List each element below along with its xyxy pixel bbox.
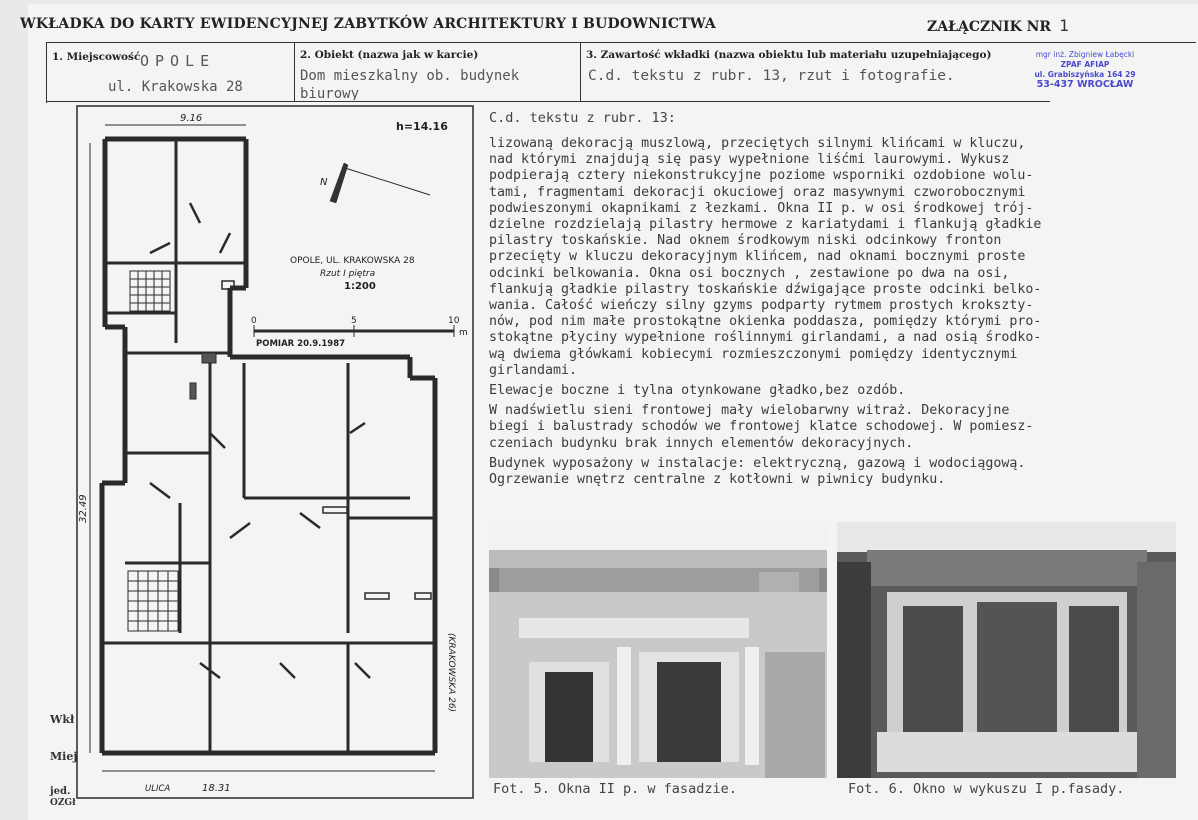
object-value-line-2: biurowy bbox=[300, 86, 360, 100]
paragraph-1-line: flankują gładkie pilastry toskańskie dźwigające proste odcinki belko- bbox=[489, 281, 1042, 297]
plan-title-1: OPOLE, UL. KRAKOWSKA 28 bbox=[290, 256, 415, 266]
paragraph-1-line: pilastry toskańskie. Nad oknem środkowym niski odcinkowy fronton bbox=[489, 233, 1002, 249]
paragraph-3-line: czeniach budynku brak innych elementów dekoracyjnych. bbox=[489, 435, 914, 451]
plan-scale-10: 10 bbox=[448, 316, 460, 326]
stamp-line-2: ZPAF AFIAP bbox=[1060, 60, 1110, 69]
paragraph-1-line: tami, fragmentami dekoracji okuciowej oraz masywnymi czworobocznymi bbox=[489, 184, 1026, 200]
paragraph-3-line: biegi i balustrady schodów we frontowej klatce schodowej. W pomiesz- bbox=[489, 419, 1034, 435]
paragraph-1-line: wania. Całość wieńczy silny gzyms podparty rytmem prostych krokszty- bbox=[489, 298, 1034, 314]
object-label-text: 2. Obiekt (nazwa jak w karcie) bbox=[300, 49, 479, 61]
plan-scale: 1:200 bbox=[344, 281, 376, 292]
paragraph-3 bbox=[489, 403, 1169, 452]
plan-survey-date: POMIAR 20.9.1987 bbox=[256, 339, 346, 349]
form-title: WKŁADKA DO KARTY EWIDENCYJNEJ ZABYTKÓW ARCHITEKTURY I BUDOWNICTWA bbox=[20, 16, 716, 32]
paragraph-4-line: Budynek wyposażony w instalacje: elektryczną, gazową i wodociągową. bbox=[489, 455, 1026, 471]
object-label bbox=[300, 49, 478, 61]
address-value: ul. Krakowska 28 bbox=[108, 79, 243, 95]
plan-scale-unit: m bbox=[459, 328, 468, 338]
paragraph-1-line: girlandami. bbox=[489, 362, 578, 378]
photo-6 bbox=[837, 522, 1176, 778]
paragraph-3-line: W nadświetlu sieni frontowej mały wielobarwny witraż. Dekoracyjne bbox=[489, 403, 1010, 419]
plan-scale-5: 5 bbox=[351, 316, 357, 326]
paragraph-4 bbox=[489, 456, 1169, 488]
plan-north-label: N bbox=[320, 177, 328, 188]
margin-fragment-1: Wkł bbox=[50, 713, 75, 726]
plan-scale-0: 0 bbox=[251, 316, 257, 326]
margin-fragment-4: OZGł bbox=[50, 798, 76, 808]
photographer-stamp bbox=[1010, 50, 1160, 90]
paragraph-1-line: stokątne płyciny wypełnione roślinnymi girlandami, a nad osią środko- bbox=[489, 330, 1042, 346]
paragraph-1-line: odcinki belkowania. Okna osi bocznych , zestawione po dwa na osi, bbox=[489, 265, 1010, 281]
paragraph-1-line: lizowaną dekoracją muszlową, przeciętych silnymi klińcami w kluczu, bbox=[489, 136, 1026, 151]
header-divider-2 bbox=[580, 43, 581, 101]
north-arrow-line bbox=[342, 167, 430, 195]
stamp-line-4: 53-437 WROCŁAW bbox=[1036, 79, 1134, 90]
stamp-line-3: ul. Grabiszyńska 164 29 bbox=[1034, 70, 1136, 79]
plan-street-side: (KRAKOWSKA 26) bbox=[446, 633, 456, 713]
left-border bbox=[46, 43, 47, 103]
paragraph-1 bbox=[489, 136, 1169, 379]
floor-plan bbox=[50, 103, 476, 801]
object-value-line-1: Dom mieszkalny ob. budynek bbox=[300, 68, 520, 84]
plan-title-2: Rzut I piętra bbox=[320, 269, 376, 279]
annex-label bbox=[927, 16, 1069, 35]
plan-dim-side: 32.49 bbox=[78, 494, 89, 523]
plan-height: h=14.16 bbox=[396, 120, 448, 133]
paragraph-1-line: nów, pod nim małe prostokątne okienka poddasza, pomiędzy którymi pro- bbox=[489, 314, 1042, 330]
locality-value: OPOLE bbox=[140, 52, 216, 70]
north-arrow-head bbox=[330, 163, 348, 203]
paragraph-2: Elewacje boczne i tylna otynkowane gładko,bez ozdób. bbox=[489, 383, 906, 399]
paragraph-1-line: dzielne rozdzielają pilastry hermowe z kariatydami i flankują gładkie bbox=[489, 217, 1042, 233]
paragraph-1-line: podwieszonymi okapnikami z łezkami. Okna II p. w osi środkowej trój- bbox=[489, 200, 1034, 216]
paragraph-1-line: wą dwiema główkami kobiecymi rozmieszczonymi pomiędzy identycznymi bbox=[489, 346, 1018, 362]
content-label-text: 3. Zawartość wkładki (nazwa obiektu lub materiału uzupełniającego) bbox=[586, 49, 992, 61]
stamp-line-1: mgr inż. Zbigniew Łabęcki bbox=[1035, 50, 1135, 59]
paragraph-1-line: przecięty w kluczu dekoracyjnym klińcem, nad oknami bocznymi proste bbox=[489, 249, 1026, 265]
photo-5-caption: Fot. 5. Okna II p. w fasadzie. bbox=[493, 781, 737, 797]
content-label bbox=[586, 49, 991, 61]
margin-fragment-2: Miej bbox=[50, 750, 78, 763]
margin-fragment-3: jed. bbox=[50, 786, 71, 797]
header-rule-bottom bbox=[46, 101, 1050, 102]
photo-5 bbox=[489, 522, 827, 778]
header-divider-1 bbox=[294, 43, 295, 101]
paragraph-1-line: podpierają cztery niekonstrukcyjne poziome wsporniki ozdobione wolu- bbox=[489, 168, 1034, 184]
annex-label-text: ZAŁĄCZNIK NR bbox=[927, 19, 1052, 35]
locality-label: 1. Miejscowość bbox=[52, 51, 141, 63]
content-value: C.d. tekstu z rubr. 13, rzut i fotografie. bbox=[588, 68, 955, 84]
annex-number: 1 bbox=[1059, 16, 1069, 35]
plan-dim-bottom: 18.31 bbox=[202, 783, 231, 794]
plan-street-label: ULICA bbox=[145, 784, 171, 794]
paragraph-1-line: nad którymi znajdują się pasy wypełnione liśćmi laurowymi. Wykusz bbox=[489, 152, 1010, 168]
header-rule-top bbox=[46, 42, 1196, 43]
plan-dim-top: 9.16 bbox=[180, 113, 203, 124]
text-heading: C.d. tekstu z rubr. 13: bbox=[489, 110, 676, 126]
paragraph-4-line: Ogrzewanie wnętrz centralne z kotłowni w piwnicy budynku. bbox=[489, 472, 946, 488]
description-text bbox=[489, 136, 1169, 488]
photo-6-caption: Fot. 6. Okno w wykuszu I p.fasady. bbox=[848, 781, 1125, 797]
